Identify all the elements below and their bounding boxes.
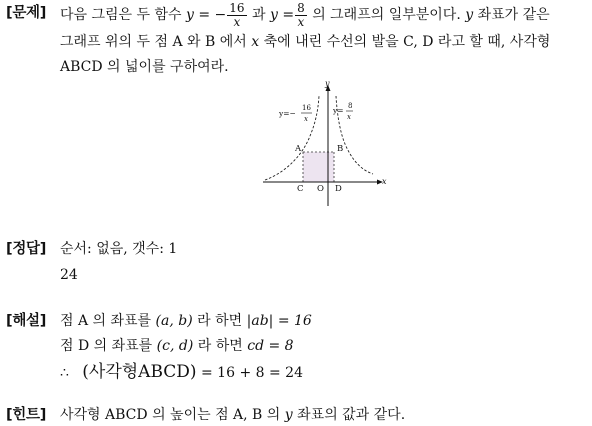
answer-line-1: 순서: 없음, 갯수: 1 xyxy=(60,241,178,257)
y-axis-label: y xyxy=(325,80,330,88)
point-o-label: O xyxy=(317,184,324,194)
solution-line-2: 점 D 의 좌표를 (c, d) 라 하면 cd = 8 xyxy=(60,338,294,354)
function-graph-figure xyxy=(255,80,390,210)
curve-label-left: y=− xyxy=(279,109,296,118)
fraction-neg-16-over-x: $\frac{16}{x}$ xyxy=(229,0,245,29)
answer-line-2: 24 xyxy=(60,267,78,283)
answer-label: [정답] xyxy=(6,241,47,257)
point-b-label: B xyxy=(337,144,344,154)
solution-line-1: 점 A 의 좌표를 (a, b) 라 하면 |ab| = 16 xyxy=(60,313,312,329)
curve-label-left-num: 16 xyxy=(302,104,311,112)
point-a-label: A xyxy=(295,144,302,154)
problem-label: [문제] xyxy=(6,5,47,21)
curve-label-right-den: x xyxy=(347,113,351,121)
curve-label-left-den: x xyxy=(304,115,308,123)
problem-line-2: 그래프 위의 두 점 A 와 B 에서 x 축에 내린 수선의 발을 C, D 라고 할 때, 사각형 xyxy=(60,34,551,50)
curve-label-right: y= xyxy=(333,106,344,115)
hint-label: [힌트] xyxy=(6,407,47,423)
curve-label-right-num: 8 xyxy=(348,102,353,110)
rectangle-abcd xyxy=(303,152,334,182)
hint-line: 사각형 ABCD 의 높이는 점 A, B 의 y 좌표의 값과 같다. xyxy=(60,407,406,423)
point-d-label: D xyxy=(335,184,342,194)
problem-line-1: 다음 그림은 두 함수 y = − $\frac{16}{x}$ 과 y = $\frac{8}{x}$ 의 그래프의 일부분이다. y 좌표가 같은 xyxy=(60,0,550,29)
solution-line-3: ∴ (사각형ABCD) = 16 + 8 = 24 xyxy=(60,362,303,382)
x-axis-label: x xyxy=(382,177,387,186)
point-c-label: C xyxy=(297,184,304,194)
fraction-8-over-x: $\frac{8}{x}$ xyxy=(297,0,305,29)
problem-line-3: ABCD 의 넓이를 구하여라. xyxy=(60,59,229,75)
solution-label: [해설] xyxy=(6,313,47,329)
